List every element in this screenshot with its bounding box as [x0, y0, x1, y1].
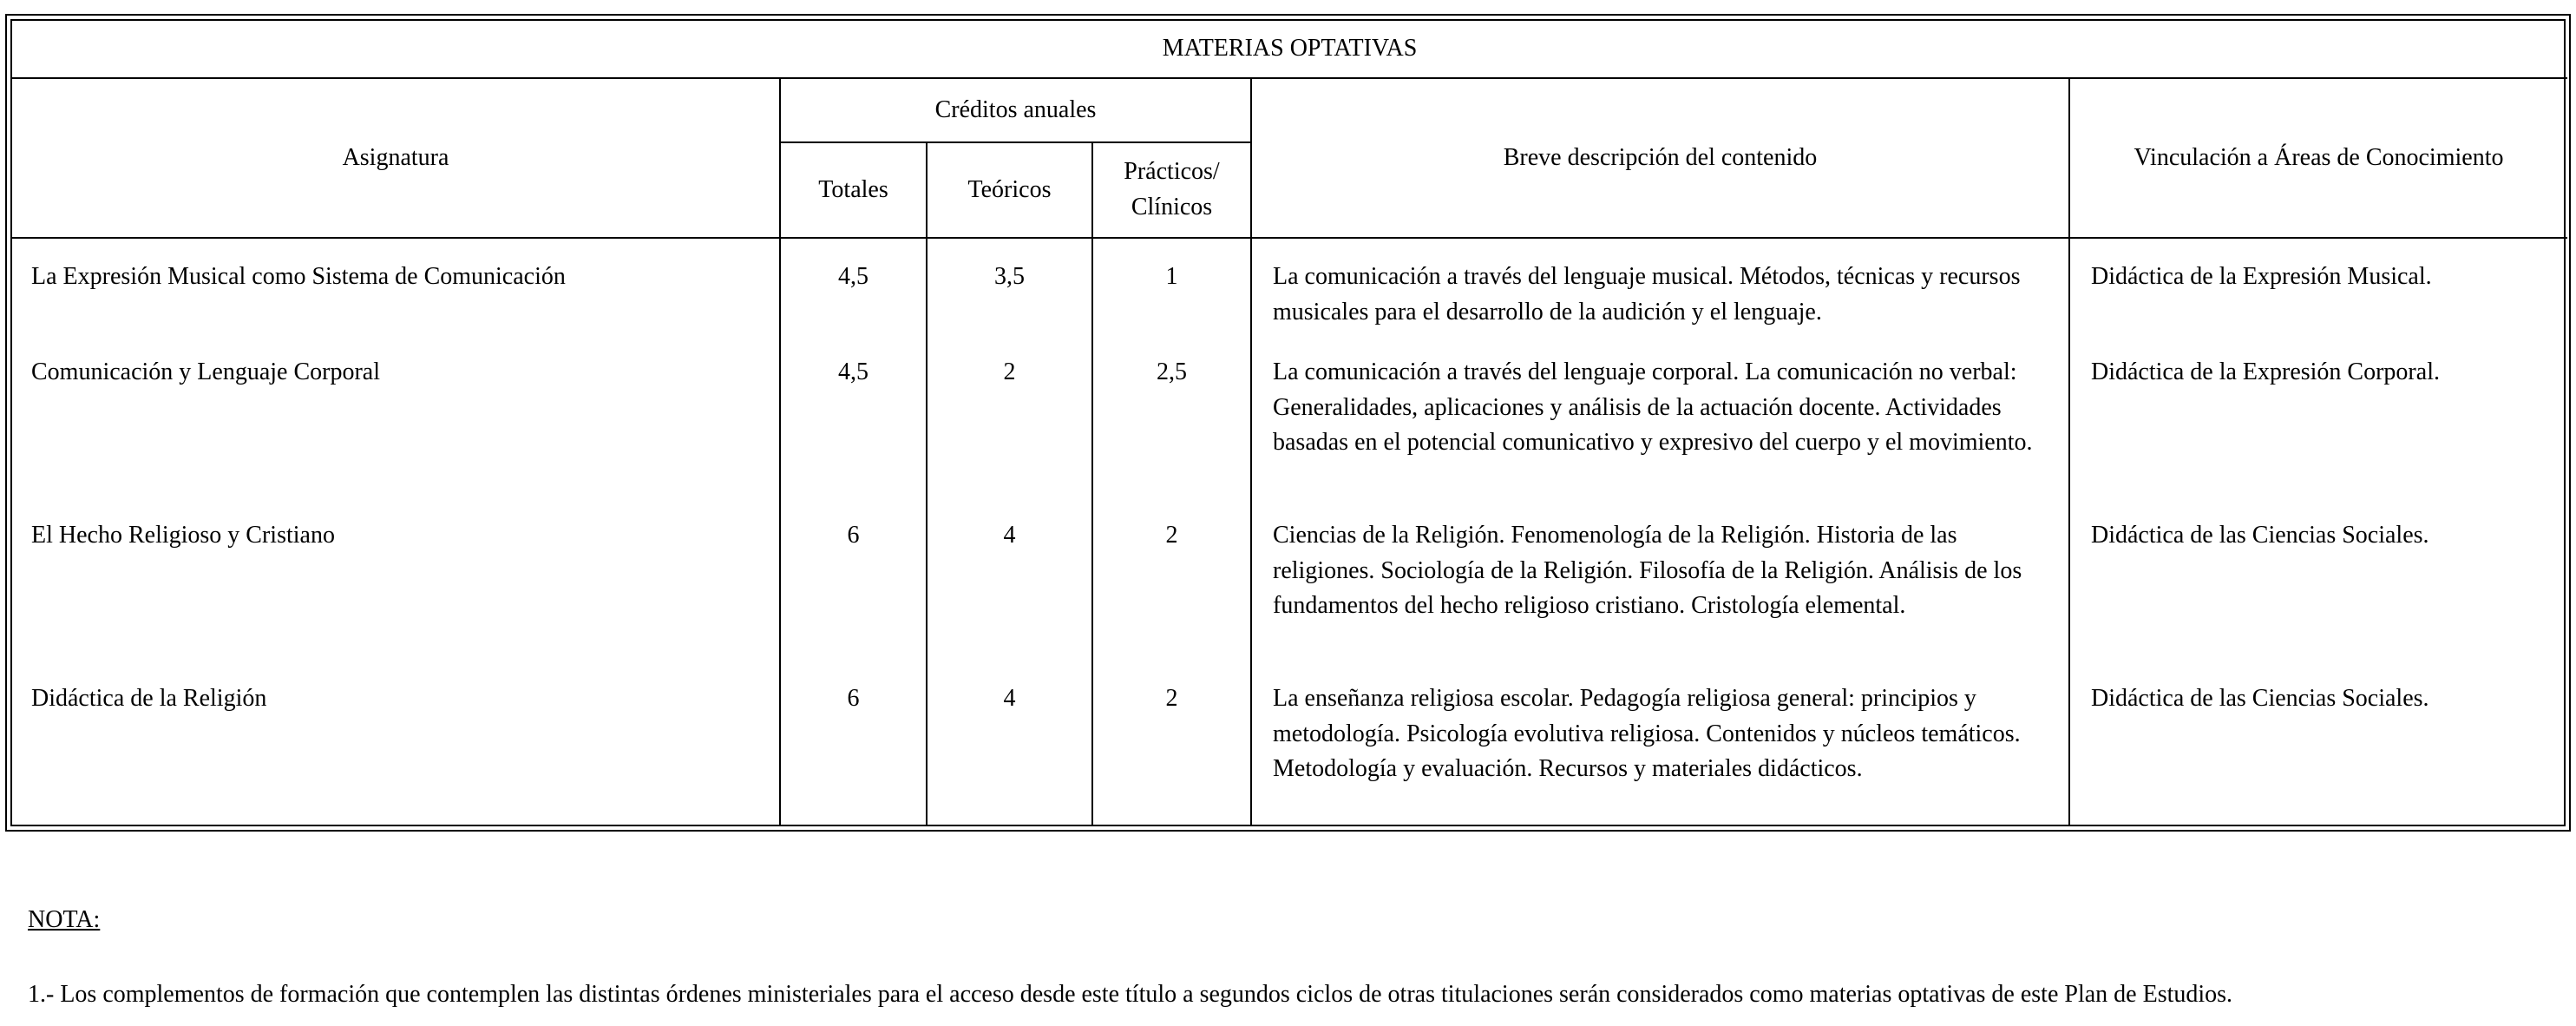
header-practicos-line2: Clínicos: [1131, 194, 1213, 220]
asignatura-cell: Didáctica de la Religión: [31, 685, 267, 712]
descripcion-cell: La enseñanza religiosa escolar. Pedagogía religiosa general: principios y metodología. Psicología evolutiva religiosa. Contenidos y núcleos temáticos. Metodología y evaluación. Recursos y materiales didácticos.: [1273, 685, 2021, 783]
table-title-row: [12, 21, 2567, 78]
header-practicos-line1: Prácticos/: [1124, 158, 1220, 186]
table-title: MATERIAS OPTATIVAS: [12, 21, 2567, 78]
column-vinculacion: [2069, 238, 2567, 825]
teoricos-cell: 2: [1003, 358, 1016, 385]
asignatura-cell: Comunicación y Lenguaje Corporal: [31, 358, 380, 385]
practicos-cell: 2: [1165, 522, 1178, 549]
vinculacion-cell: Didáctica de las Ciencias Sociales.: [2091, 522, 2429, 549]
optional-subjects-table-frame: [5, 14, 2571, 832]
column-totales: [780, 238, 927, 825]
descripcion-cell: Ciencias de la Religión. Fenomenología de la Religión. Historia de las religiones. Sociología de la Religión. Filosofía de la Religión. Análisis de los fundamentos del hecho religioso cristiano. Cristología elemental.: [1273, 522, 2022, 620]
teoricos-cell: 4: [1003, 685, 1016, 712]
header-asignatura: Asignatura: [12, 78, 780, 238]
practicos-cell: 2: [1165, 685, 1178, 712]
note-title: NOTA:: [28, 906, 101, 933]
column-teoricos: [927, 238, 1092, 825]
teoricos-cell: 4: [1003, 522, 1016, 549]
asignatura-cell: La Expresión Musical como Sistema de Comunicación: [31, 263, 566, 290]
header-creditos-anuales: Créditos anuales: [780, 78, 1251, 142]
header-descripcion: Breve descripción del contenido: [1251, 78, 2069, 238]
table-inner-border: [10, 19, 2566, 826]
column-descripcion: [1251, 238, 2069, 825]
header-row-1: [12, 78, 2567, 142]
totales-cell: 6: [847, 685, 860, 712]
header-practicos: [1092, 142, 1251, 238]
header-vinculacion: Vinculación a Áreas de Conocimiento: [2069, 78, 2567, 238]
header-teoricos: Teóricos: [927, 142, 1092, 238]
table-body-row: [12, 238, 2567, 825]
teoricos-cell: 3,5: [994, 263, 1025, 290]
totales-cell: 6: [847, 522, 860, 549]
vinculacion-cell: Didáctica de las Ciencias Sociales.: [2091, 685, 2429, 712]
descripcion-cell: La comunicación a través del lenguaje musical. Métodos, técnicas y recursos musicales para el desarrollo de la audición y el lenguaje.: [1273, 263, 2021, 326]
vinculacion-cell: Didáctica de la Expresión Corporal.: [2091, 358, 2440, 385]
totales-cell: 4,5: [838, 263, 868, 290]
column-asignatura: [12, 238, 780, 825]
vinculacion-cell: Didáctica de la Expresión Musical.: [2091, 263, 2432, 290]
column-practicos: [1092, 238, 1251, 825]
totales-cell: 4,5: [838, 358, 868, 385]
asignatura-cell: El Hecho Religioso y Cristiano: [31, 522, 335, 549]
descripcion-cell: La comunicación a través del lenguaje corporal. La comunicación no verbal: Generalidades, aplicaciones y análisis de la actuación docente. Actividades basadas en el potencial comunicativo y expresivo del cuerpo y el movimiento.: [1273, 358, 2033, 457]
note-text: 1.- Los complementos de formación que contemplen las distintas órdenes ministeriales para el acceso desde este título a segundos ciclos de otras titulaciones serán considerados como materias optativas de este Plan de Estudios.: [28, 981, 2233, 1008]
practicos-cell: 2,5: [1157, 358, 1187, 385]
optional-subjects-table: [12, 21, 2567, 825]
header-totales: Totales: [780, 142, 927, 238]
practicos-cell: 1: [1165, 263, 1178, 290]
